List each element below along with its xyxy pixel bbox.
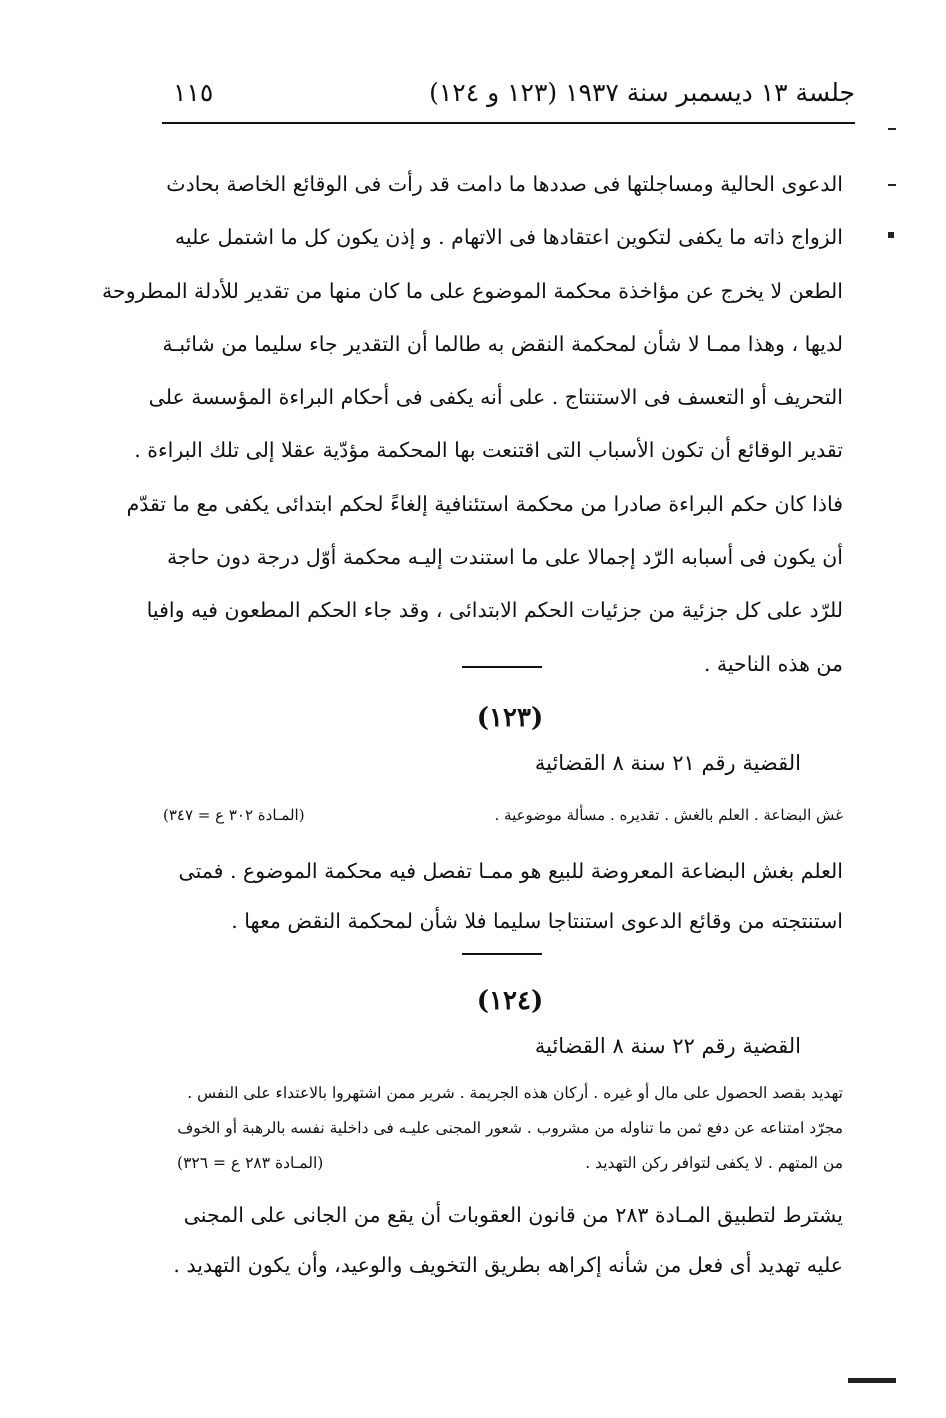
case-reference-123: القضية رقم ٢١ سنة ٨ القضائية — [534, 751, 801, 775]
margin-mark — [888, 128, 896, 130]
session-title: جلسة ١٣ ديسمبر سنة ١٩٣٧ (١٢٣ و ١٢٤) — [429, 78, 855, 107]
article-reference: (المـادة ٢٨٣ ع = ٣٢٦) — [177, 1154, 324, 1172]
summary-keywords: غش البضاعة . العلم بالغش . تقديره . مسألة موضوعية . — [494, 806, 843, 824]
text-line: الطعن لا يخرج عن مؤاخذة محكمة الموضوع على ما كان منها من تقدير للأدلة المطروحة — [102, 278, 843, 303]
summary-line: مجرّد امتناعه عن دفع ثمن ما تناوله من مشروب . شعور المجنى عليـه فى داخلية نفسه بالرهبة أو الخوف — [177, 1119, 843, 1137]
text-line: من هذه الناحية . — [703, 651, 843, 676]
text-line: الدعوى الحالية ومساجلتها فى صددها ما دامت قد رأت فى الوقائع الخاصة بحادث — [166, 172, 843, 196]
page-header — [165, 78, 855, 122]
case-text-123 — [163, 846, 843, 946]
case-number-124: (١٢٤) — [476, 986, 544, 1016]
summary-line — [163, 1146, 843, 1181]
case-number-123: (١٢٣) — [476, 703, 544, 733]
case-reference-124: القضية رقم ٢٢ سنة ٨ القضائية — [534, 1034, 801, 1058]
text-line: يشترط لتطبيق المـادة ٢٨٣ من قانون العقوبات أن يقع من الجانى على المجنى — [183, 1203, 843, 1227]
section-divider — [462, 666, 542, 668]
page-number: ١١٥ — [173, 78, 214, 107]
text-line: التحريف أو التعسف فى الاستنتاج . على أنه يكفى فى أحكام البراءة المؤسسة على — [148, 385, 843, 410]
text-line: الزواج ذاته ما يكفى لتكوين اعتقادها فى الاتهام . و إذن يكون كل ما اشتمل عليه — [174, 225, 843, 250]
summary-line-text: من المتهم . لا يكفى لتوافر ركن التهديد . — [585, 1154, 843, 1172]
text-line: تقدير الوقائع أن تكون الأسباب التى اقتنعت بها المحكمة مؤدّية عقلا إلى تلك البراءة . — [134, 438, 843, 463]
case-text-124 — [153, 1190, 843, 1290]
text-line: عليه تهديد أى فعل من شأنه إكراهه بطريق التخويف والوعيد، وأن يكون التهديد . — [173, 1253, 843, 1277]
header-rule — [162, 122, 855, 124]
margin-mark — [888, 232, 894, 238]
text-line: لديها ، وهذا ممـا لا شأن لمحكمة النقض به طالما أن التقدير جاء سليما من شائبـة — [162, 331, 843, 356]
text-line: استنتجته من وقائع الدعوى استنتاجا سليما فلا شأن لمحكمة النقض معها . — [231, 909, 843, 933]
case-summary-124 — [163, 1076, 843, 1181]
text-line: للرّد على كل جزئية من جزئيات الحكم الابتدائى ، وقد جاء الحكم المطعون فيه وافيا — [146, 598, 843, 623]
text-line: فاذا كان حكم البراءة صادرا من محكمة استئنافية إلغاءً لحكم ابتدائى يكفى مع ما تقدّم — [126, 491, 843, 516]
section-divider — [462, 953, 542, 955]
continuation-paragraph — [102, 158, 843, 691]
margin-mark — [888, 184, 896, 186]
summary-line: تهديد بقصد الحصول على مال أو غيره . أركان هذه الجريمة . شرير ممن اشتهروا بالاعتداء على النفس . — [187, 1084, 843, 1102]
text-line: أن يكون فى أسبابه الرّد إجمالا على ما استندت إليـه محكمة أوّل درجة دون حاجة — [166, 545, 843, 570]
article-reference: (المـادة ٣٠٢ ع = ٣٤٧) — [163, 806, 305, 824]
text-line: العلم بغش البضاعة المعروضة للبيع هو ممـا تفصل فيه محكمة الموضوع . فمتى — [178, 859, 843, 883]
margin-mark — [848, 1378, 896, 1383]
